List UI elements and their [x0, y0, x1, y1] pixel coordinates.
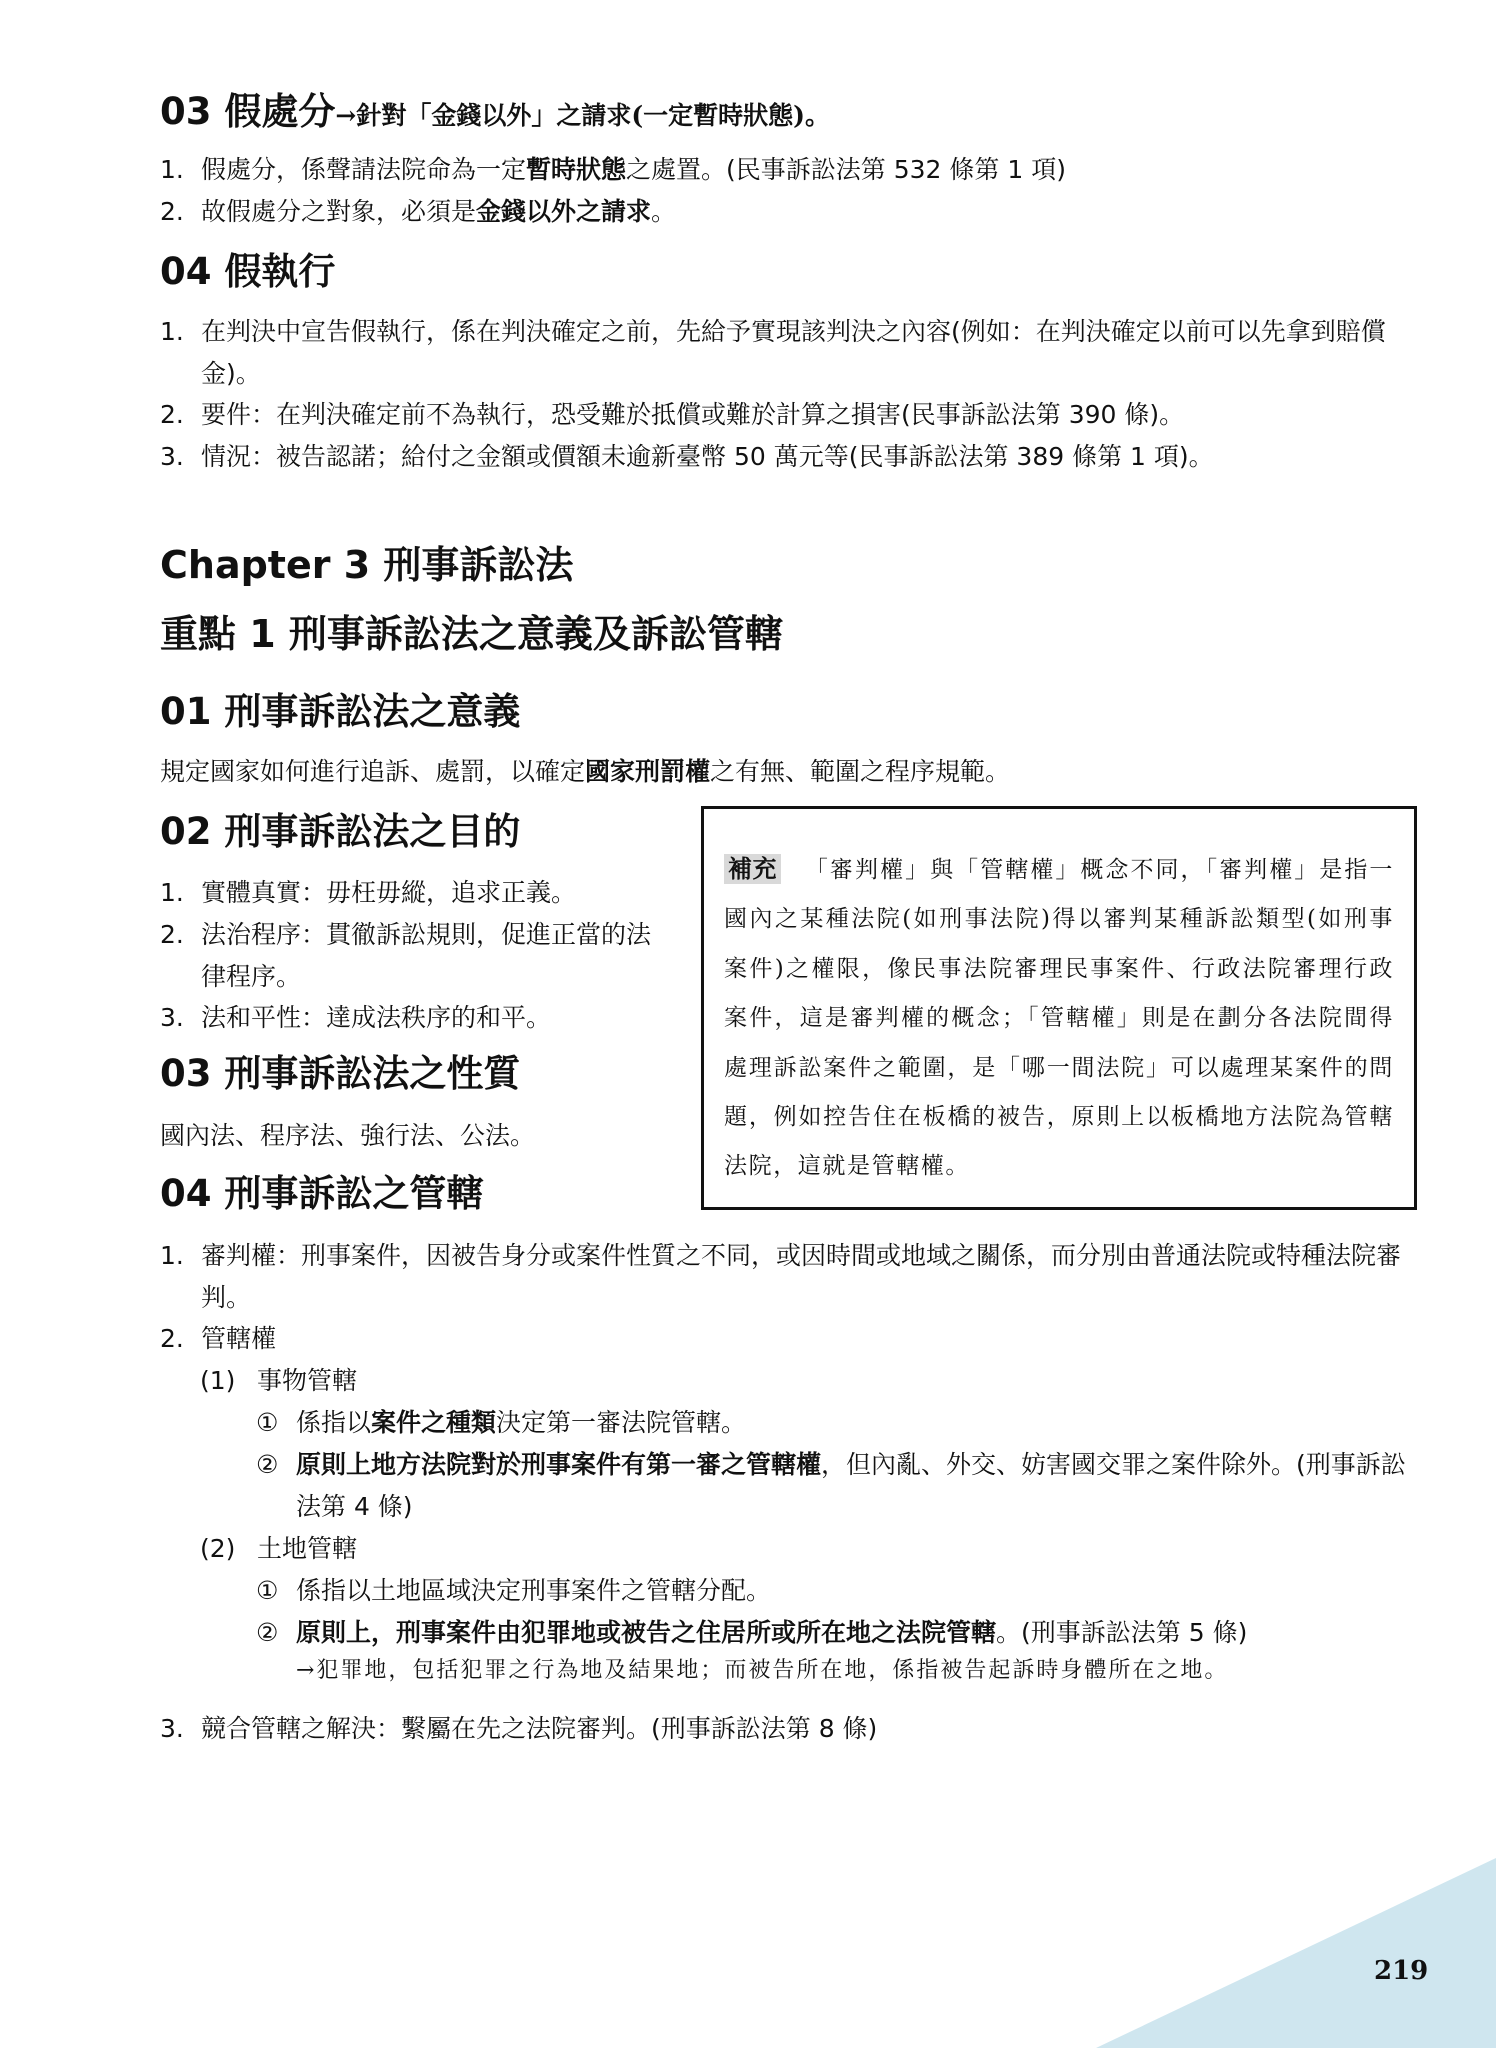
- heading-provisional-disposition: [160, 90, 830, 134]
- list-item: [160, 1235, 1416, 1319]
- heading-meaning: 01 刑事訴訟法之意義: [160, 690, 521, 733]
- supplement-tag: 補充: [724, 854, 781, 884]
- clause-mark: ①: [256, 1576, 279, 1605]
- list-item: [160, 149, 1420, 191]
- item-number: 2.: [160, 400, 184, 429]
- item-text: 競合管轄之解決：繫屬在先之法院審判。(刑事訴訟法第 8 條): [201, 1714, 878, 1743]
- item-text: 法和平性：達成法秩序的和平。: [201, 1003, 552, 1032]
- sub-item-number: (1): [200, 1366, 236, 1395]
- item-text: 審判權：刑事案件，因被告身分或案件性質之不同，或因時間或地域之關係，而分別由普通法院或特種法院審判。: [201, 1241, 1402, 1312]
- sub-item: [200, 1360, 1400, 1402]
- chapter-title: Chapter 3 刑事訴訟法: [160, 543, 574, 587]
- item-number: 1.: [160, 317, 184, 346]
- item-text: 故假處分之對象，必須是金錢以外之請求。: [201, 197, 677, 226]
- supplement-box: [701, 806, 1417, 1210]
- clause-text: 原則上，刑事案件由犯罪地或被告之住居所或所在地之法院管轄。(刑事訴訟法第 5 條): [296, 1618, 1248, 1647]
- nature-paragraph: 國內法、程序法、強行法、公法。: [160, 1121, 536, 1150]
- heading-jurisdiction: 04 刑事訴訟之管轄: [160, 1172, 484, 1215]
- item-text: 假處分，係聲請法院命為一定暫時狀態之處置。(民事訴訟法第 532 條第 1 項): [201, 155, 1066, 184]
- item-number: 2.: [160, 197, 184, 226]
- item-number: 1.: [160, 155, 184, 184]
- key-point-title: 重點 1 刑事訴訟法之意義及訴訟管轄: [160, 612, 783, 656]
- meaning-paragraph: 規定國家如何進行追訴、處罰，以確定國家刑罰權之有無、範圍之程序規範。: [160, 757, 1011, 786]
- clause-text: 係指以案件之種類決定第一審法院管轄。: [296, 1408, 747, 1437]
- clause-item: [256, 1444, 1426, 1528]
- clause-mark: ①: [256, 1408, 279, 1437]
- clause-mark: ②: [256, 1450, 279, 1479]
- item-text: 在判決中宣告假執行，係在判決確定之前，先給予實現該判決之內容(例如：在判決確定以前可以先拿到賠償金)。: [201, 317, 1386, 388]
- heading-nature: 03 刑事訴訟法之性質: [160, 1052, 521, 1095]
- heading-text: 03 假處分: [160, 90, 336, 133]
- clause-text: 原則上地方法院對於刑事案件有第一審之管轄權，但內亂、外交、妨害國交罪之案件除外。(刑事訴訟法第 4 條): [296, 1450, 1406, 1521]
- list-item: [160, 191, 1420, 233]
- item-text: 要件：在判決確定前不為執行，恐受難於抵償或難於計算之損害(民事訴訟法第 390 條)。: [201, 400, 1185, 429]
- clause-text: 係指以土地區域決定刑事案件之管轄分配。: [296, 1576, 772, 1605]
- supplement-text: 「審判權」與「管轄權」概念不同，「審判權」是指一國內之某種法院(如刑事法院)得以審判某種訴訟類型(如刑事案件)之權限，像民事法院審理民事案件、行政法院審理行政案件，這是審判權的概念；「管轄權」則是在劃分各法院間得處理訴訟案件之範圍，是「哪一間法院」可以處理某案件的問題，例如控告住在板橋的被告，原則上以板橋地方法院為管轄法院，這就是管轄權。: [724, 857, 1394, 1180]
- heading-provisional-execution: 04 假執行: [160, 250, 336, 293]
- sub-item-text: 事物管轄: [257, 1366, 358, 1395]
- page-number: 219: [1374, 1956, 1429, 1986]
- item-number: 3.: [160, 1714, 184, 1743]
- list-item: [160, 394, 1420, 436]
- clause-mark: ②: [256, 1618, 279, 1647]
- sub-item-number: (2): [200, 1534, 236, 1563]
- sub-item-text: 土地管轄: [257, 1534, 358, 1563]
- list-item: [160, 1708, 1416, 1750]
- item-number: 3.: [160, 442, 184, 471]
- item-text: 法治程序：貫徹訴訟規則，促進正當的法律程序。: [201, 920, 652, 991]
- list-item: [160, 914, 660, 998]
- list-item: [160, 1318, 1416, 1360]
- list-item: [160, 436, 1420, 478]
- item-number: 2.: [160, 920, 184, 949]
- list-item: [160, 311, 1416, 395]
- clause-item: [256, 1570, 1426, 1612]
- item-text: 實體真實：毋枉毋縱，追求正義。: [201, 878, 577, 907]
- clause-item: [256, 1612, 1426, 1654]
- item-text: 管轄權: [201, 1324, 277, 1353]
- list-item: [160, 872, 660, 914]
- heading-subtitle: →針對「金錢以外」之請求(一定暫時狀態)。: [335, 101, 830, 130]
- item-number: 1.: [160, 1241, 184, 1270]
- corner-decoration: [1096, 1858, 1496, 2048]
- sub-item: [200, 1528, 1400, 1570]
- item-number: 3.: [160, 1003, 184, 1032]
- item-text: 情況：被告認諾；給付之金額或價額未逾新臺幣 50 萬元等(民事訴訟法第 389 條第 1 項)。: [201, 442, 1214, 471]
- heading-purpose: 02 刑事訴訟法之目的: [160, 810, 521, 853]
- clause-item: [256, 1402, 1426, 1444]
- list-item: [160, 997, 660, 1039]
- item-number: 1.: [160, 878, 184, 907]
- note-text: →犯罪地，包括犯罪之行為地及結果地；而被告所在地，係指被告起訴時身體所在之地。: [296, 1658, 1229, 1683]
- item-number: 2.: [160, 1324, 184, 1353]
